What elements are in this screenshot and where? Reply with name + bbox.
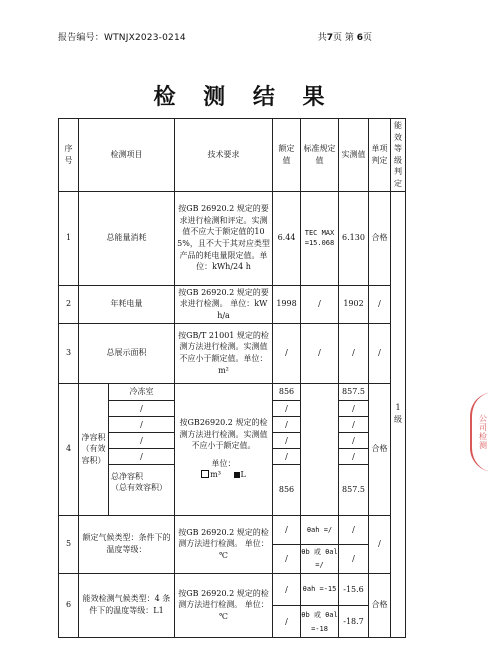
row-judge: / [369, 515, 391, 573]
row-judge: 合格 [369, 573, 391, 637]
table-row [59, 573, 406, 637]
table-row [59, 285, 406, 323]
row-standard: / [301, 323, 339, 383]
row-judge: / [369, 285, 391, 323]
table-header-row [59, 119, 406, 192]
row-standard: θah =/ θb 或 θal=/ [301, 515, 339, 573]
row-no: 5 [59, 515, 79, 573]
checkbox-empty-icon [201, 470, 209, 478]
row-no: 6 [59, 573, 79, 637]
row-item: 净容积 （有效容积） [79, 383, 109, 515]
row-no: 1 [59, 191, 79, 285]
row-item: 总展示面积 [79, 323, 175, 383]
report-number: 报告编号：WTNJX2023-0214 [58, 33, 186, 43]
row-standard: θah =-15 θb 或 θal=-18 [301, 573, 339, 637]
row-item: 额定气候类型：条件下的温度等级： [79, 515, 175, 573]
row-requirement: 按GB 26920.2 规定的检测方法进行检测。 单位：℃ [175, 573, 273, 637]
row-measured: 857.5 / / / / 857.5 [339, 383, 369, 515]
row-no: 3 [59, 323, 79, 383]
row-standard: TEC MAX =15.068 [301, 191, 339, 285]
grade-cell: 1级 [391, 191, 406, 637]
row-measured: / [339, 323, 369, 383]
row-requirement: 按GB 26920.2 规定的检测方法进行检测。 单位：℃ [175, 515, 273, 573]
table-row [59, 515, 406, 573]
row-rated: / / [273, 573, 301, 637]
table-row [59, 323, 406, 383]
col-std: 标准规定值 [301, 119, 339, 192]
row-requirement: 按GB 26920.2 规定的要求进行检测。 单位：kWh/a [175, 285, 273, 323]
row-standard: / [301, 285, 339, 323]
col-grade: 能效等级判定 [391, 119, 406, 192]
row-requirement: 按GB26920.2 规定的检测方法进行检测。实测值不应小于额定值。 单位： m³ L [175, 383, 273, 515]
row-judge: 合格 [369, 383, 391, 515]
row-rated: 1998 [273, 285, 301, 323]
col-req: 技术要求 [175, 119, 273, 192]
volume-sub-items: 冷冻室 / / / / 总净容积 （总有效容积） [109, 383, 175, 515]
row-no: 2 [59, 285, 79, 323]
company-seal: 公司检测 [470, 392, 488, 472]
row-rated: / [273, 323, 301, 383]
row-rated: 6.44 [273, 191, 301, 285]
row-requirement: 按GB 26920.2 规定的要求进行检测和评定。实测值不应大于额定值的105%，且不大于其对应类型产品的耗电量限定值。单位：kWh/24 h [175, 191, 273, 285]
col-item: 检测项目 [79, 119, 175, 192]
page-title: 检 测 结 果 [153, 84, 335, 110]
row-measured: 6.130 [339, 191, 369, 285]
col-judge: 单项判定 [369, 119, 391, 192]
page-indicator: 共7页 第 6页 [317, 33, 372, 43]
row-standard [301, 383, 339, 515]
unit-options: m³ L [177, 469, 270, 481]
row-item: 年耗电量 [79, 285, 175, 323]
row-judge: 合格 [369, 191, 391, 285]
table-row [59, 383, 406, 515]
row-requirement: 按GB/T 21001 规定的检测方法进行检测。实测值不应小于额定值。单位：m² [175, 323, 273, 383]
table-row [59, 191, 406, 285]
row-measured: 1902 [339, 285, 369, 323]
row-rated: 856 / / / / 856 [273, 383, 301, 515]
col-measured: 实测值 [339, 119, 369, 192]
results-table [58, 118, 406, 638]
checkbox-filled-icon [234, 472, 240, 478]
row-judge: / [369, 323, 391, 383]
row-measured: -15.6 -18.7 [339, 573, 369, 637]
col-no: 序号 [59, 119, 79, 192]
row-rated: / / [273, 515, 301, 573]
row-no: 4 [59, 383, 79, 515]
col-rated: 额定值 [273, 119, 301, 192]
row-item: 能效检测气候类型：4 条件下的温度等级：L1 [79, 573, 175, 637]
row-item: 总能量消耗 [79, 191, 175, 285]
row-measured: / / [339, 515, 369, 573]
